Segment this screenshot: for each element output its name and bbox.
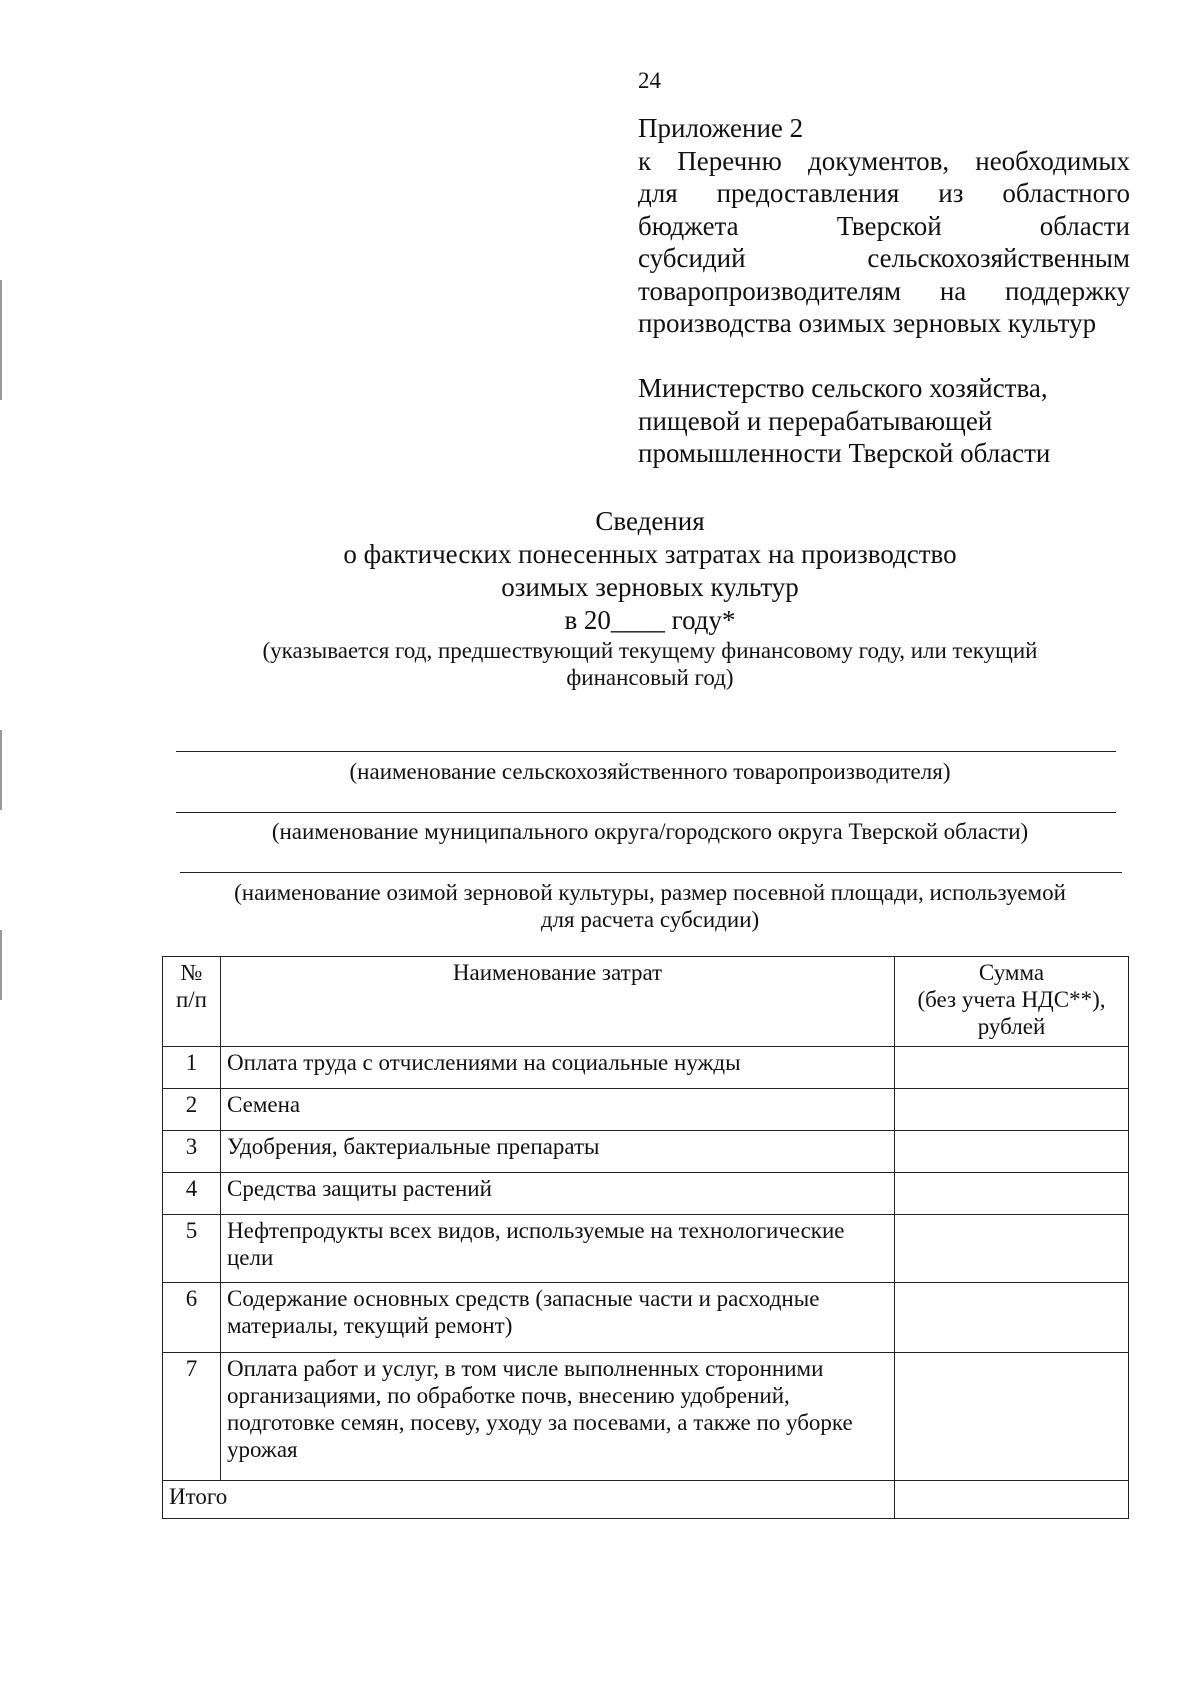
table-row — [163, 1283, 1129, 1353]
row-num: 7 — [163, 1353, 221, 1481]
year-note: (указывается год, предшествующий текущему финансовому году, или текущий — [262, 638, 1038, 663]
appendix-line: для предоставления из областного — [638, 178, 1130, 208]
header-num-symbol: № — [180, 960, 203, 985]
row-name: Оплата труда с отчислениями на социальные нужды — [221, 1047, 895, 1089]
table-row — [163, 1089, 1129, 1131]
header-num — [163, 957, 221, 1047]
document-subtitle: о фактических понесенных затратах на производство — [343, 539, 957, 569]
row-num: 5 — [163, 1215, 221, 1283]
producer-field-caption: (наименование сельскохозяйственного товаропроизводителя) — [349, 759, 951, 784]
scan-mark — [0, 930, 2, 1000]
row-name: Средства защиты растений — [221, 1173, 895, 1215]
appendix-line: к Перечню документов, необходимых — [638, 145, 1130, 176]
table-total-row — [163, 1481, 1129, 1519]
district-field-line — [176, 812, 1116, 813]
appendix-block — [638, 112, 1130, 340]
scan-mark — [0, 730, 2, 810]
document-subtitle: озимых зерновых культур — [501, 572, 799, 602]
header-sum — [895, 957, 1129, 1047]
total-sum-cell[interactable] — [895, 1481, 1129, 1519]
appendix-line: субсидий сельскохозяйственным — [638, 243, 1130, 273]
table-row — [163, 1173, 1129, 1215]
row-sum-cell[interactable] — [895, 1131, 1129, 1173]
row-sum-cell[interactable] — [895, 1215, 1129, 1283]
row-sum-cell[interactable] — [895, 1089, 1129, 1131]
crop-field-line — [180, 872, 1122, 873]
ministry-line: промышленности Тверской области — [638, 438, 1051, 468]
row-name: Содержание основных средств (запасные части и расходные материалы, текущий ремонт) — [221, 1283, 895, 1353]
ministry-line: пищевой и перерабатывающей — [638, 405, 993, 436]
ministry-block — [638, 372, 1130, 470]
row-num: 2 — [163, 1089, 221, 1131]
document-year: в 20____ году* — [564, 605, 736, 635]
row-name: Удобрения, бактериальные препараты — [221, 1131, 895, 1173]
row-name: Семена — [221, 1089, 895, 1131]
year-note: финансовый год) — [566, 665, 734, 690]
row-sum-cell[interactable] — [895, 1047, 1129, 1089]
row-num: 6 — [163, 1283, 221, 1353]
row-sum-cell[interactable] — [895, 1173, 1129, 1215]
row-name: Нефтепродукты всех видов, используемые на технологические цели — [221, 1215, 895, 1283]
row-name: Оплата работ и услуг, в том числе выполненных сторонними организациями, по обработке почв, внесению удобрений, подготовке семян, посеву, уходу за посевами, а также по уборке урожая — [221, 1353, 895, 1481]
page-number: 24 — [638, 68, 661, 93]
appendix-line: производства озимых зерновых культур — [638, 308, 1097, 338]
table-row — [163, 1215, 1129, 1283]
header-name: Наименование затрат — [221, 957, 895, 1047]
header-num-label: п/п — [175, 987, 207, 1012]
producer-field-line — [176, 751, 1116, 752]
row-sum-cell[interactable] — [895, 1283, 1129, 1353]
header-sum-line: рублей — [977, 1014, 1046, 1039]
row-sum-cell[interactable] — [895, 1353, 1129, 1481]
appendix-title: Приложение 2 — [638, 113, 804, 143]
table-header-row — [163, 957, 1129, 1047]
row-num: 4 — [163, 1173, 221, 1215]
table-row — [163, 1047, 1129, 1089]
table-row — [163, 1131, 1129, 1173]
crop-field-caption: (наименование озимой зерновой культуры, размер посевной площади, используемой — [234, 880, 1066, 905]
ministry-line: Министерство сельского хозяйства, — [638, 373, 1048, 403]
header-sum-line: Сумма — [978, 960, 1045, 985]
scan-mark — [0, 280, 2, 400]
total-label: Итого — [163, 1481, 895, 1519]
table-row — [163, 1353, 1129, 1481]
header-sum-line: (без учета НДС**), — [917, 987, 1106, 1012]
document-title: Сведения — [595, 506, 705, 536]
district-field-caption: (наименование муниципального округа/городского округа Тверской области) — [271, 819, 1029, 844]
appendix-line: товаропроизводителям на поддержку — [638, 275, 1130, 306]
row-num: 1 — [163, 1047, 221, 1089]
appendix-line: бюджета Тверской области — [638, 210, 1130, 241]
crop-field-caption: для расчета субсидии) — [540, 907, 760, 932]
row-num: 3 — [163, 1131, 221, 1173]
costs-table — [162, 956, 1129, 1519]
